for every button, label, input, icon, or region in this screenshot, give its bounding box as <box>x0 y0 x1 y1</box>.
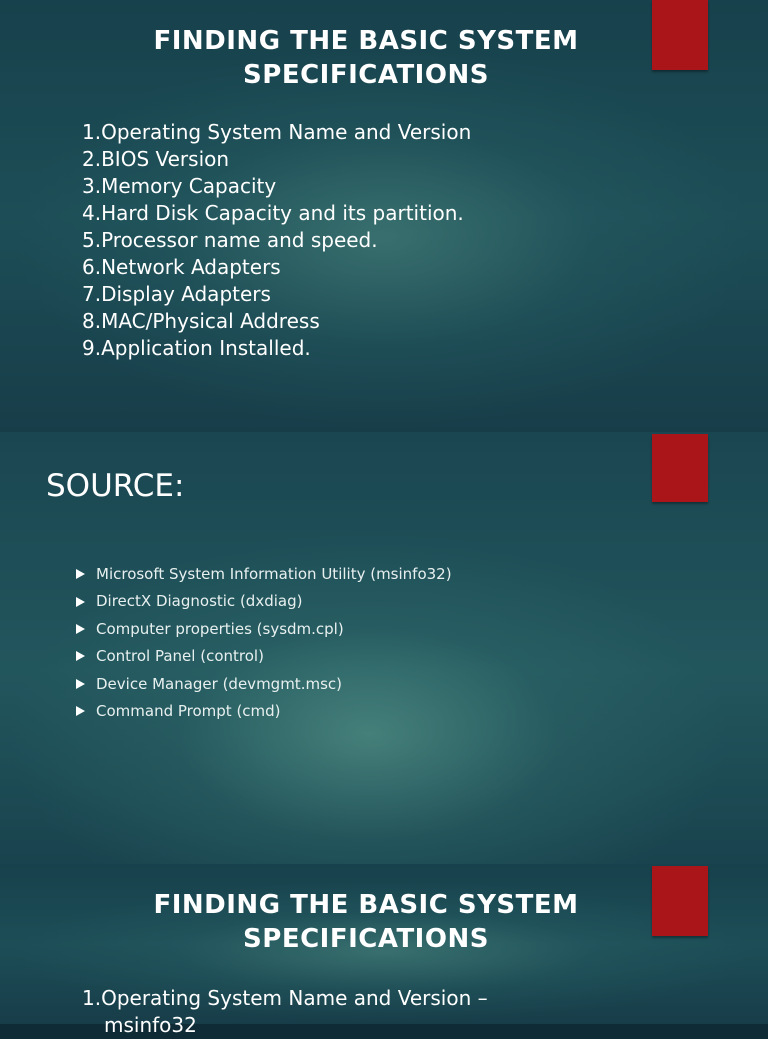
list-item-label: Computer properties (sysdm.cpl) <box>96 619 344 638</box>
list-item: 6.Network Adapters <box>82 255 281 279</box>
spec-list <box>82 985 488 1039</box>
list-item-label: Device Manager (devmgmt.msc) <box>96 674 342 693</box>
list-item: 9.Application Installed. <box>82 336 311 360</box>
list-item <box>76 671 452 698</box>
title-line-1: FINDING THE BASIC SYSTEM <box>153 890 579 920</box>
triangle-bullet-icon <box>76 651 85 661</box>
list-item: 8.MAC/Physical Address <box>82 309 320 333</box>
list-item: 5.Processor name and speed. <box>82 228 378 252</box>
list-item-label: Command Prompt (cmd) <box>96 702 281 721</box>
red-accent-tab <box>652 0 708 70</box>
list-item: 3.Memory Capacity <box>82 174 277 198</box>
list-item: 2.BIOS Version <box>82 147 230 171</box>
red-accent-tab <box>652 434 708 502</box>
list-item <box>76 698 452 725</box>
list-item <box>76 588 452 615</box>
triangle-bullet-icon <box>76 679 85 689</box>
triangle-bullet-icon <box>76 624 85 634</box>
triangle-bullet-icon <box>76 706 85 716</box>
slide-2 <box>0 432 768 864</box>
title-line-2: SPECIFICATIONS <box>243 924 489 954</box>
spec-list <box>82 119 471 362</box>
slide-1 <box>0 0 768 432</box>
red-accent-tab <box>652 866 708 936</box>
list-item: 1.Operating System Name and Version <box>82 120 472 144</box>
slide-title <box>100 24 632 92</box>
slide-title <box>100 888 632 956</box>
source-heading: SOURCE: <box>46 468 185 504</box>
list-item-label: DirectX Diagnostic (dxdiag) <box>96 592 303 611</box>
triangle-bullet-icon <box>76 569 85 579</box>
list-item: 7.Display Adapters <box>82 282 271 306</box>
list-item: msinfo32 <box>104 1013 197 1037</box>
slide-3 <box>0 864 768 1037</box>
list-item <box>76 643 452 670</box>
list-item-label: Control Panel (control) <box>96 647 264 666</box>
list-item: 1.Operating System Name and Version – <box>82 986 488 1010</box>
list-item: 4.Hard Disk Capacity and its partition. <box>82 201 464 225</box>
triangle-bullet-icon <box>76 597 85 607</box>
title-line-1: FINDING THE BASIC SYSTEM <box>153 26 579 56</box>
list-item <box>76 561 452 588</box>
source-list <box>76 561 452 725</box>
title-line-2: SPECIFICATIONS <box>243 60 489 90</box>
list-item <box>76 616 452 643</box>
list-item-label: Microsoft System Information Utility (msinfo32) <box>96 565 452 583</box>
